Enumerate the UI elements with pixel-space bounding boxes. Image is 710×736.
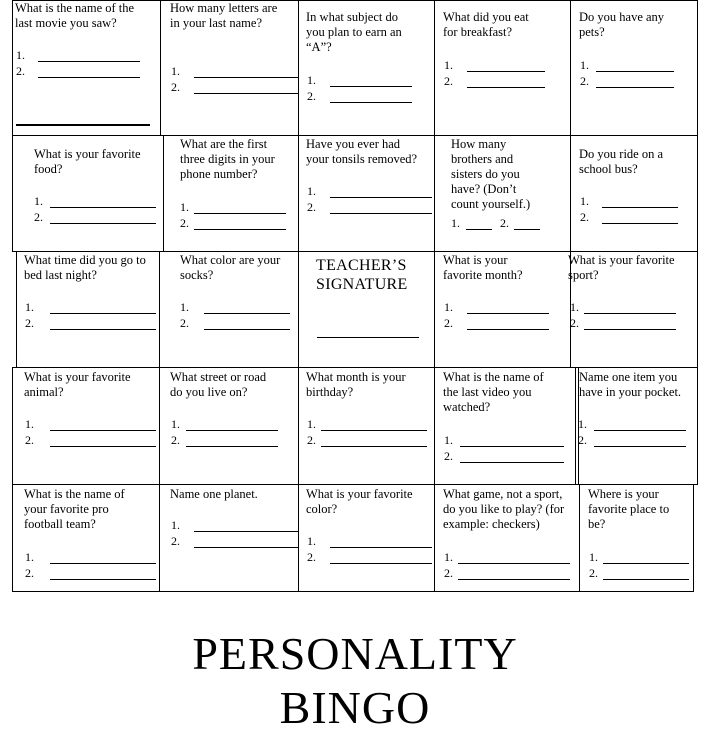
- cell-question: Do you ride on a school bus?: [579, 147, 664, 176]
- answer-blank[interactable]: [321, 446, 427, 447]
- answer-number: 2.: [444, 74, 453, 88]
- answer-blank[interactable]: [204, 313, 290, 314]
- answer-blank[interactable]: [330, 102, 412, 103]
- answer-blank[interactable]: [194, 93, 298, 94]
- answer-number: 2.: [444, 449, 453, 463]
- cell-question: What did you eat for breakfast?: [443, 10, 529, 39]
- answer-blank[interactable]: [194, 77, 298, 78]
- answer-blank[interactable]: [50, 446, 156, 447]
- answer-blank[interactable]: [603, 563, 689, 564]
- answer-blank[interactable]: [596, 71, 674, 72]
- cell-question: What is the name of the last movie you saw?: [15, 1, 135, 30]
- answer-blank[interactable]: [594, 446, 686, 447]
- answer-number: 1.: [307, 184, 316, 198]
- answer-blank[interactable]: [50, 313, 156, 314]
- answer-number: 2.: [307, 89, 316, 103]
- answer-blank[interactable]: [330, 547, 432, 548]
- answer-blank[interactable]: [186, 430, 278, 431]
- cell-question: What is your favorite sport?: [568, 253, 675, 282]
- answer-number: 2.: [444, 566, 453, 580]
- cell-question: What is your favorite month?: [443, 253, 523, 282]
- answer-blank[interactable]: [467, 71, 545, 72]
- cell-question: What game, not a sport, do you like to play? (for example: checkers): [443, 487, 565, 531]
- cell-question: What are the first three digits in your phone number?: [180, 137, 275, 181]
- cell-question: Name one item you have in your pocket.: [579, 370, 682, 399]
- answer-number: 2.: [580, 210, 589, 224]
- answer-number: 1.: [444, 433, 453, 447]
- answer-number: 2.: [171, 80, 180, 94]
- answer-blank[interactable]: [330, 86, 412, 87]
- answer-number: 1.: [444, 58, 453, 72]
- cell-question: What month is your birthday?: [306, 370, 406, 399]
- answer-number: 2.: [180, 316, 189, 330]
- answer-number: 2.: [16, 64, 25, 78]
- answer-blank[interactable]: [460, 462, 564, 463]
- answer-number: 1.: [307, 73, 316, 87]
- answer-blank[interactable]: [602, 207, 678, 208]
- answer-number: 1.: [180, 200, 189, 214]
- cell-question: What is your favorite color?: [306, 487, 413, 516]
- page-title-line-2: BINGO: [279, 682, 431, 733]
- cell-question: What is the name of the last video you watched?: [443, 370, 544, 414]
- answer-blank[interactable]: [584, 313, 676, 314]
- answer-number: 1.: [180, 300, 189, 314]
- cell-question: What is your favorite food?: [34, 147, 141, 176]
- answer-number: 2.: [25, 566, 34, 580]
- answer-number: 2.: [578, 433, 587, 447]
- answer-number: 1.: [580, 58, 589, 72]
- answer-blank[interactable]: [194, 213, 286, 214]
- answer-blank[interactable]: [50, 563, 156, 564]
- answer-blank[interactable]: [50, 223, 156, 224]
- cell-question: How many brothers and sisters do you have? (Don’t count yourself.): [451, 137, 531, 211]
- answer-number: 1.: [171, 417, 180, 431]
- answer-blank[interactable]: [467, 329, 549, 330]
- answer-blank[interactable]: [466, 229, 492, 230]
- answer-number: 1.: [451, 216, 460, 230]
- answer-number: 2.: [25, 316, 34, 330]
- answer-blank[interactable]: [458, 563, 570, 564]
- cell-question: Where is your favorite place to be?: [588, 487, 670, 531]
- answer-blank[interactable]: [514, 229, 540, 230]
- answer-blank[interactable]: [50, 579, 156, 580]
- answer-number: 2.: [25, 433, 34, 447]
- answer-number: 1.: [171, 518, 180, 532]
- answer-number: 2.: [171, 534, 180, 548]
- answer-blank[interactable]: [194, 531, 298, 532]
- cell-question: Have you ever had your tonsils removed?: [306, 137, 418, 166]
- answer-blank[interactable]: [458, 579, 570, 580]
- answer-number: 2.: [570, 316, 579, 330]
- answer-number: 2.: [307, 200, 316, 214]
- cell-question: Name one planet.: [170, 487, 258, 501]
- answer-blank[interactable]: [467, 87, 545, 88]
- answer-number: 1.: [307, 534, 316, 548]
- answer-number: 1.: [34, 194, 43, 208]
- cell-question: What is the name of your favorite pro football team?: [24, 487, 125, 531]
- answer-blank[interactable]: [50, 207, 156, 208]
- cell-question: How many letters are in your last name?: [170, 1, 278, 30]
- answer-blank[interactable]: [204, 329, 290, 330]
- signature-line[interactable]: [317, 337, 419, 338]
- cell-question: What street or road do you live on?: [170, 370, 267, 399]
- answer-blank[interactable]: [194, 547, 298, 548]
- cell-question: What color are your socks?: [180, 253, 281, 282]
- answer-blank[interactable]: [186, 446, 278, 447]
- answer-blank[interactable]: [50, 430, 156, 431]
- answer-number: 1.: [25, 417, 34, 431]
- extra-line: [16, 124, 150, 126]
- answer-blank[interactable]: [38, 61, 140, 62]
- answer-number: 1.: [25, 300, 34, 314]
- answer-blank[interactable]: [596, 87, 674, 88]
- answer-blank[interactable]: [602, 223, 678, 224]
- cell-question: What is your favorite animal?: [24, 370, 131, 399]
- answer-number: 1.: [444, 300, 453, 314]
- answer-number: 1.: [570, 300, 579, 314]
- answer-number: 1.: [589, 550, 598, 564]
- teacher-signature-label: TEACHER’S SIGNATURE: [316, 257, 408, 293]
- answer-blank[interactable]: [330, 197, 432, 198]
- answer-number: 1.: [307, 417, 316, 431]
- answer-number: 2.: [34, 210, 43, 224]
- answer-blank[interactable]: [584, 329, 676, 330]
- answer-blank[interactable]: [50, 329, 156, 330]
- page-title-line-1: PERSONALITY: [192, 628, 518, 679]
- answer-blank[interactable]: [467, 313, 549, 314]
- answer-number: 1.: [578, 417, 587, 431]
- answer-number: 2.: [307, 550, 316, 564]
- answer-blank[interactable]: [321, 430, 427, 431]
- answer-blank[interactable]: [330, 213, 432, 214]
- answer-number: 2.: [171, 433, 180, 447]
- answer-blank[interactable]: [603, 579, 689, 580]
- answer-blank[interactable]: [38, 77, 140, 78]
- answer-number: 2.: [307, 433, 316, 447]
- answer-number: 2.: [180, 216, 189, 230]
- answer-blank[interactable]: [594, 430, 686, 431]
- answer-number: 1.: [171, 64, 180, 78]
- answer-number: 2.: [580, 74, 589, 88]
- answer-blank[interactable]: [330, 563, 432, 564]
- answer-number: 2.: [500, 216, 509, 230]
- answer-blank[interactable]: [194, 229, 286, 230]
- answer-number: 1.: [25, 550, 34, 564]
- cell-question: In what subject do you plan to earn an “A”?: [306, 10, 402, 54]
- answer-number: 1.: [580, 194, 589, 208]
- answer-number: 2.: [589, 566, 598, 580]
- cell-question: Do you have any pets?: [579, 10, 665, 39]
- answer-blank[interactable]: [460, 446, 564, 447]
- cell-question: What time did you go to bed last night?: [24, 253, 146, 282]
- answer-number: 1.: [16, 48, 25, 62]
- answer-number: 2.: [444, 316, 453, 330]
- answer-number: 1.: [444, 550, 453, 564]
